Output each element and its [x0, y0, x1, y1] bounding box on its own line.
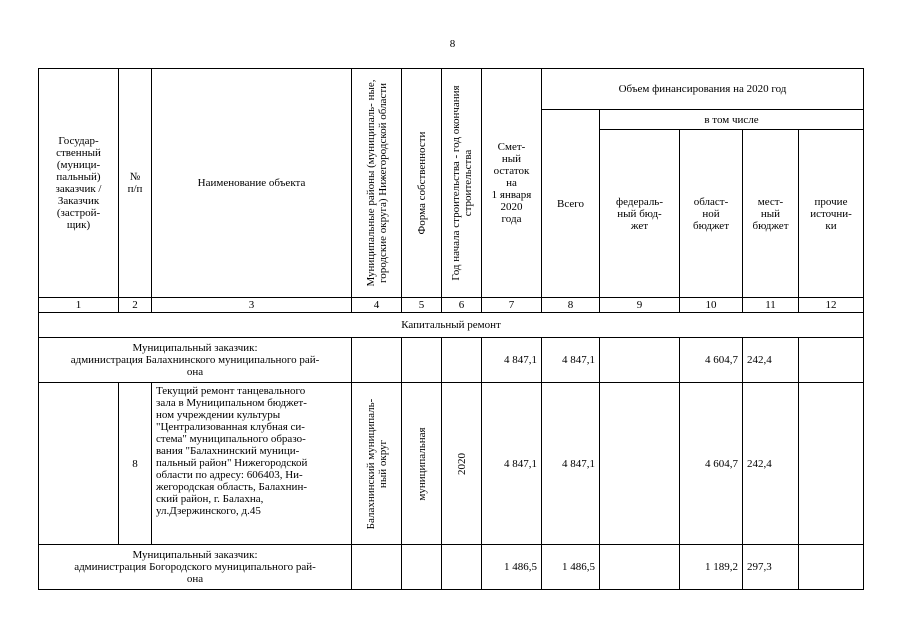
header-customer: Государ- ственный (муници- пальный) заказчик / Заказчик (застрой- щик) — [39, 69, 119, 298]
col-num: 2 — [119, 298, 152, 313]
empty-cell — [402, 338, 442, 383]
table-row — [39, 338, 864, 383]
group-regional: 4 604,7 — [680, 338, 743, 383]
item-name: Текущий ремонт танцевального зала в Муниципальном бюджет- ном учреждении культуры "Централизованная клубная си- стема" муниципального образо- вания "Балахнинский муници- пальный район" Нижегородской области по адресу: 606403, Ни- жегородская область, Балахнин- ский район, г. Балахна, ул.Дзержинского, д.45 — [152, 383, 352, 545]
section-title: Капитальный ремонт — [39, 313, 864, 338]
empty-cell — [352, 545, 402, 590]
header-federal: федераль- ный бюд- жет — [600, 130, 680, 298]
group-estimate: 4 847,1 — [482, 338, 542, 383]
col-num: 8 — [542, 298, 600, 313]
empty-cell — [600, 383, 680, 545]
item-regional: 4 604,7 — [680, 383, 743, 545]
header-other: прочие источни- ки — [799, 130, 864, 298]
item-estimate: 4 847,1 — [482, 383, 542, 545]
col-num: 10 — [680, 298, 743, 313]
item-local: 242,4 — [743, 383, 799, 545]
header-years: Год начала строительства - год окончания строительства — [442, 69, 482, 298]
col-num: 1 — [39, 298, 119, 313]
item-ownership: муниципальная — [402, 383, 442, 545]
header-estimate: Смет- ный остаток на 1 января 2020 года — [482, 69, 542, 298]
item-district: Балахнинский муниципаль- ный округ — [352, 383, 402, 545]
header-including: в том числе — [600, 110, 864, 130]
empty-cell — [442, 545, 482, 590]
empty-cell — [600, 545, 680, 590]
col-num: 7 — [482, 298, 542, 313]
item-total: 4 847,1 — [542, 383, 600, 545]
col-num: 12 — [799, 298, 864, 313]
header-regional: област- ной бюджет — [680, 130, 743, 298]
item-number: 8 — [119, 383, 152, 545]
group-customer: Муниципальный заказчик: администрация Балахнинского муниципального рай- она — [39, 338, 352, 383]
column-number-row — [39, 298, 864, 313]
group-estimate: 1 486,5 — [482, 545, 542, 590]
group-regional: 1 189,2 — [680, 545, 743, 590]
group-total: 1 486,5 — [542, 545, 600, 590]
header-financing: Объем финансирования на 2020 год — [542, 69, 864, 110]
col-num: 4 — [352, 298, 402, 313]
empty-cell — [402, 545, 442, 590]
empty-cell — [799, 338, 864, 383]
col-num: 3 — [152, 298, 352, 313]
empty-cell — [799, 383, 864, 545]
header-local: мест- ный бюджет — [743, 130, 799, 298]
table-row — [39, 383, 864, 545]
financing-table — [38, 68, 864, 590]
empty-cell — [799, 545, 864, 590]
group-local: 297,3 — [743, 545, 799, 590]
group-customer: Муниципальный заказчик: администрация Богородского муниципального рай- она — [39, 545, 352, 590]
empty-cell — [600, 338, 680, 383]
col-num: 11 — [743, 298, 799, 313]
header-districts: Муниципальные районы (муниципаль- ные, городские округа) Нижегородской области — [352, 69, 402, 298]
group-local: 242,4 — [743, 338, 799, 383]
header-ownership: Форма собственности — [402, 69, 442, 298]
empty-cell — [352, 338, 402, 383]
header-object-name: Наименование объекта — [152, 69, 352, 298]
col-num: 6 — [442, 298, 482, 313]
table-row — [39, 545, 864, 590]
header-pn: № п/п — [119, 69, 152, 298]
col-num: 5 — [402, 298, 442, 313]
col-num: 9 — [600, 298, 680, 313]
page-number: 8 — [449, 38, 456, 50]
empty-cell — [39, 383, 119, 545]
empty-cell — [442, 338, 482, 383]
header-total: Всего — [542, 110, 600, 298]
group-total: 4 847,1 — [542, 338, 600, 383]
item-year: 2020 — [442, 383, 482, 545]
